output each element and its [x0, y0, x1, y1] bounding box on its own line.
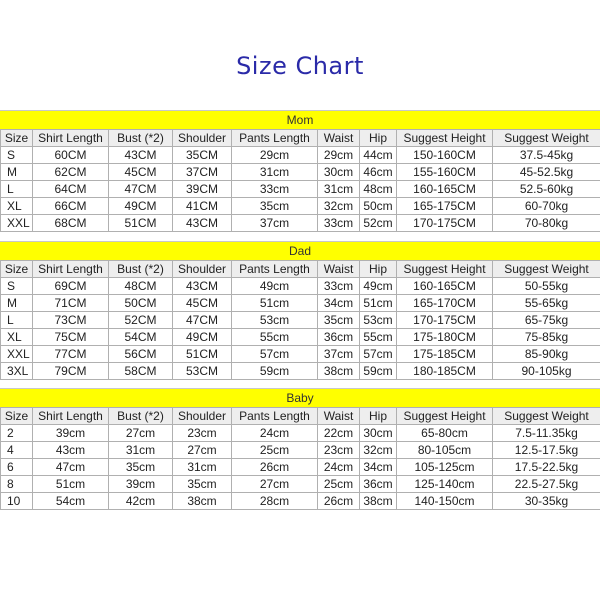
table-cell: 45CM	[109, 164, 173, 181]
table-cell: 53cm	[232, 312, 318, 329]
header-cell: Shirt Length	[33, 261, 109, 278]
table-cell: 90-105kg	[493, 363, 600, 380]
table-cell: 60CM	[33, 147, 109, 164]
table-cell: 71CM	[33, 295, 109, 312]
table-cell: 80-105cm	[397, 442, 493, 459]
table-row	[1, 312, 600, 329]
table-cell: 50CM	[109, 295, 173, 312]
table-cell: 38cm	[173, 493, 232, 510]
table-cell: 58CM	[109, 363, 173, 380]
table-cell: 12.5-17.5kg	[493, 442, 600, 459]
table-cell: 26cm	[232, 459, 318, 476]
table-row	[1, 346, 600, 363]
table-cell: M	[1, 164, 33, 181]
header-cell: Shirt Length	[33, 408, 109, 425]
table-cell: 47CM	[109, 181, 173, 198]
table-cell: 42cm	[109, 493, 173, 510]
header-cell: Size	[1, 130, 33, 147]
table-cell: 55-65kg	[493, 295, 600, 312]
table-cell: 43cm	[33, 442, 109, 459]
table-cell: 49cm	[360, 278, 397, 295]
table-cell: 160-165CM	[397, 278, 493, 295]
table-cell: 52CM	[109, 312, 173, 329]
table-cell: 35cm	[232, 198, 318, 215]
table-row	[1, 181, 600, 198]
table-cell: 33cm	[232, 181, 318, 198]
table-cell: 54cm	[33, 493, 109, 510]
header-cell: Shirt Length	[33, 130, 109, 147]
table-row	[1, 493, 600, 510]
table-cell: 77CM	[33, 346, 109, 363]
table-cell: 165-170CM	[397, 295, 493, 312]
table-cell: 45CM	[173, 295, 232, 312]
table-cell: 3XL	[1, 363, 33, 380]
table-cell: 17.5-22.5kg	[493, 459, 600, 476]
table-cell: 49CM	[109, 198, 173, 215]
table-cell: 52.5-60kg	[493, 181, 600, 198]
table-cell: XXL	[1, 346, 33, 363]
table-cell: 175-180CM	[397, 329, 493, 346]
table-cell: XXL	[1, 215, 33, 232]
size-table	[0, 129, 600, 232]
table-cell: 60-70kg	[493, 198, 600, 215]
table-cell: 31cm	[318, 181, 360, 198]
table-cell: 33cm	[318, 278, 360, 295]
table-cell: 48cm	[360, 181, 397, 198]
table-cell: 70-80kg	[493, 215, 600, 232]
table-cell: 57cm	[360, 346, 397, 363]
header-cell: Suggest Height	[397, 261, 493, 278]
section-dad	[0, 241, 600, 380]
table-cell: 65-75kg	[493, 312, 600, 329]
table-row	[1, 442, 600, 459]
table-cell: 62CM	[33, 164, 109, 181]
table-cell: 10	[1, 493, 33, 510]
header-cell: Suggest Weight	[493, 408, 600, 425]
table-cell: 51CM	[173, 346, 232, 363]
table-row	[1, 198, 600, 215]
table-cell: 38cm	[360, 493, 397, 510]
table-cell: 27cm	[232, 476, 318, 493]
header-cell: Hip	[360, 408, 397, 425]
header-cell: Suggest Weight	[493, 261, 600, 278]
table-cell: 51cm	[360, 295, 397, 312]
table-cell: 105-125cm	[397, 459, 493, 476]
table-cell: 165-175CM	[397, 198, 493, 215]
table-row	[1, 329, 600, 346]
table-cell: 125-140cm	[397, 476, 493, 493]
table-cell: 30-35kg	[493, 493, 600, 510]
table-cell: 29cm	[318, 147, 360, 164]
table-cell: 150-160CM	[397, 147, 493, 164]
table-cell: 75-85kg	[493, 329, 600, 346]
table-cell: 57cm	[232, 346, 318, 363]
table-cell: 79CM	[33, 363, 109, 380]
table-cell: 7.5-11.35kg	[493, 425, 600, 442]
table-cell: 47cm	[33, 459, 109, 476]
table-cell: S	[1, 147, 33, 164]
table-cell: 50cm	[360, 198, 397, 215]
table-cell: 55cm	[360, 329, 397, 346]
table-cell: 25cm	[232, 442, 318, 459]
table-cell: 85-90kg	[493, 346, 600, 363]
table-cell: 43CM	[173, 215, 232, 232]
table-cell: L	[1, 312, 33, 329]
table-cell: 64CM	[33, 181, 109, 198]
table-cell: 160-165CM	[397, 181, 493, 198]
table-cell: 35CM	[173, 147, 232, 164]
table-cell: 56CM	[109, 346, 173, 363]
table-cell: 37cm	[232, 215, 318, 232]
table-cell: 47CM	[173, 312, 232, 329]
table-cell: 46cm	[360, 164, 397, 181]
header-cell: Waist	[318, 408, 360, 425]
table-cell: 51cm	[33, 476, 109, 493]
section-mom	[0, 110, 600, 232]
header-cell: Bust (*2)	[109, 261, 173, 278]
table-cell: 27cm	[173, 442, 232, 459]
table-cell: 75CM	[33, 329, 109, 346]
table-cell: 33cm	[318, 215, 360, 232]
header-row	[1, 130, 600, 147]
table-row	[1, 278, 600, 295]
header-cell: Pants Length	[232, 130, 318, 147]
table-cell: 41CM	[173, 198, 232, 215]
table-cell: 39cm	[109, 476, 173, 493]
table-cell: 25cm	[318, 476, 360, 493]
table-cell: XL	[1, 329, 33, 346]
table-cell: 59cm	[232, 363, 318, 380]
table-cell: 30cm	[318, 164, 360, 181]
table-cell: 49CM	[173, 329, 232, 346]
header-cell: Suggest Height	[397, 130, 493, 147]
table-cell: 180-185CM	[397, 363, 493, 380]
table-cell: 23cm	[318, 442, 360, 459]
table-cell: 23cm	[173, 425, 232, 442]
table-cell: 24cm	[318, 459, 360, 476]
table-cell: 4	[1, 442, 33, 459]
table-row	[1, 363, 600, 380]
table-cell: 55cm	[232, 329, 318, 346]
table-row	[1, 425, 600, 442]
table-cell: 27cm	[109, 425, 173, 442]
table-cell: 49cm	[232, 278, 318, 295]
header-row	[1, 261, 600, 278]
table-cell: 31cm	[109, 442, 173, 459]
table-cell: 50-55kg	[493, 278, 600, 295]
header-cell: Pants Length	[232, 408, 318, 425]
table-cell: 2	[1, 425, 33, 442]
table-cell: 37.5-45kg	[493, 147, 600, 164]
table-cell: 35cm	[109, 459, 173, 476]
table-cell: 39CM	[173, 181, 232, 198]
table-row	[1, 215, 600, 232]
header-cell: Size	[1, 261, 33, 278]
section-baby	[0, 388, 600, 510]
table-row	[1, 476, 600, 493]
header-cell: Suggest Height	[397, 408, 493, 425]
header-cell: Hip	[360, 261, 397, 278]
table-cell: 170-175CM	[397, 312, 493, 329]
table-cell: 26cm	[318, 493, 360, 510]
table-cell: 22cm	[318, 425, 360, 442]
table-cell: 52cm	[360, 215, 397, 232]
section-title: Dad	[0, 241, 600, 260]
table-cell: 43CM	[109, 147, 173, 164]
table-cell: 38cm	[318, 363, 360, 380]
header-cell: Waist	[318, 261, 360, 278]
table-cell: 36cm	[318, 329, 360, 346]
table-cell: XL	[1, 198, 33, 215]
table-cell: 175-185CM	[397, 346, 493, 363]
table-cell: 43CM	[173, 278, 232, 295]
table-cell: 34cm	[360, 459, 397, 476]
header-cell: Bust (*2)	[109, 408, 173, 425]
table-cell: 32cm	[360, 442, 397, 459]
section-title: Mom	[0, 110, 600, 129]
table-cell: 35cm	[173, 476, 232, 493]
section-title: Baby	[0, 388, 600, 407]
table-cell: 31cm	[232, 164, 318, 181]
table-cell: 37CM	[173, 164, 232, 181]
table-cell: L	[1, 181, 33, 198]
table-cell: 53cm	[360, 312, 397, 329]
page-title: Size Chart	[236, 52, 364, 80]
table-cell: 36cm	[360, 476, 397, 493]
table-cell: S	[1, 278, 33, 295]
table-cell: 48CM	[109, 278, 173, 295]
table-cell: 140-150cm	[397, 493, 493, 510]
header-row	[1, 408, 600, 425]
table-cell: 53CM	[173, 363, 232, 380]
header-cell: Hip	[360, 130, 397, 147]
header-cell: Size	[1, 408, 33, 425]
table-cell: 73CM	[33, 312, 109, 329]
table-cell: 65-80cm	[397, 425, 493, 442]
table-cell: 34cm	[318, 295, 360, 312]
table-cell: 30cm	[360, 425, 397, 442]
header-cell: Shoulder	[173, 408, 232, 425]
table-cell: 51CM	[109, 215, 173, 232]
table-row	[1, 295, 600, 312]
table-cell: 28cm	[232, 493, 318, 510]
table-cell: 22.5-27.5kg	[493, 476, 600, 493]
table-cell: 44cm	[360, 147, 397, 164]
table-cell: 59cm	[360, 363, 397, 380]
size-table	[0, 260, 600, 380]
table-row	[1, 459, 600, 476]
table-cell: 69CM	[33, 278, 109, 295]
table-cell: 170-175CM	[397, 215, 493, 232]
header-cell: Waist	[318, 130, 360, 147]
table-cell: 45-52.5kg	[493, 164, 600, 181]
table-cell: M	[1, 295, 33, 312]
table-row	[1, 164, 600, 181]
table-cell: 29cm	[232, 147, 318, 164]
table-cell: 39cm	[33, 425, 109, 442]
table-cell: 35cm	[318, 312, 360, 329]
table-cell: 68CM	[33, 215, 109, 232]
table-cell: 51cm	[232, 295, 318, 312]
table-cell: 54CM	[109, 329, 173, 346]
table-cell: 66CM	[33, 198, 109, 215]
header-cell: Shoulder	[173, 261, 232, 278]
table-cell: 32cm	[318, 198, 360, 215]
table-row	[1, 147, 600, 164]
header-cell: Suggest Weight	[493, 130, 600, 147]
size-table	[0, 407, 600, 510]
header-cell: Pants Length	[232, 261, 318, 278]
table-cell: 37cm	[318, 346, 360, 363]
table-cell: 24cm	[232, 425, 318, 442]
table-cell: 6	[1, 459, 33, 476]
table-cell: 8	[1, 476, 33, 493]
header-cell: Bust (*2)	[109, 130, 173, 147]
table-cell: 31cm	[173, 459, 232, 476]
header-cell: Shoulder	[173, 130, 232, 147]
table-cell: 155-160CM	[397, 164, 493, 181]
